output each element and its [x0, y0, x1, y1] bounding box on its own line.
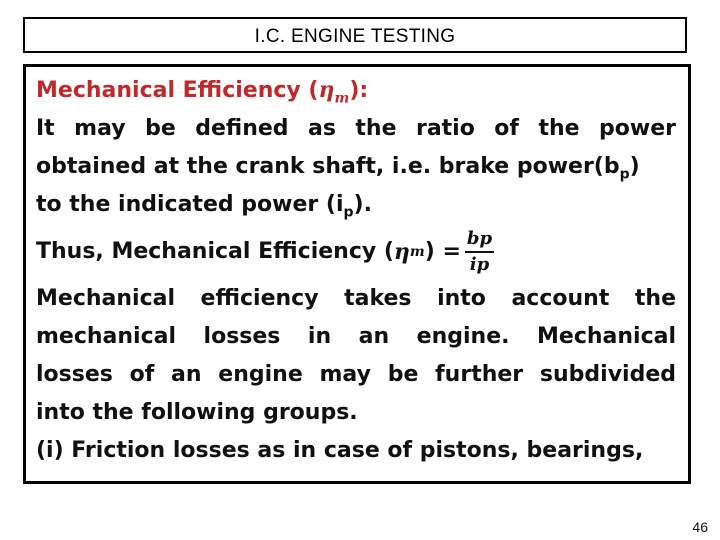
bp-subscript: p — [619, 166, 630, 183]
losses-line-2: mechanical losses in an engine. Mechanical — [36, 324, 676, 349]
fraction-numerator: bp — [465, 228, 494, 253]
formula-prefix: Thus, Mechanical Efficiency ( — [36, 239, 394, 264]
formula-suffix: ) = — [424, 239, 461, 264]
ip-subscript: p — [343, 204, 354, 221]
list-item-friction: (i) Friction losses as in case of pistons, bearings, — [36, 438, 644, 463]
heading-suffix: ): — [349, 78, 369, 103]
fraction-denominator: ip — [469, 254, 490, 275]
section-heading — [36, 71, 676, 110]
formula-fraction — [465, 228, 494, 276]
title-box — [23, 17, 687, 53]
definition-line-1: It may be defined as the ratio of the power — [36, 116, 676, 141]
losses-line-4: into the following groups. — [36, 400, 358, 425]
content-box — [23, 64, 691, 484]
definition-line-2-text: obtained at the crank shaft, i.e. brake power(b — [36, 154, 620, 179]
losses-line-3: losses of an engine may be further subdivided — [36, 362, 676, 387]
page-number: 46 — [692, 519, 708, 535]
losses-line-1: Mechanical efficiency takes into account the — [36, 286, 676, 311]
eta-subscript: m — [334, 90, 350, 107]
definition-line-3 — [36, 186, 676, 224]
heading-prefix: Mechanical Efficiency ( — [36, 78, 319, 103]
slide-title: I.C. ENGINE TESTING — [254, 25, 456, 47]
formula-eta-symbol: η — [393, 239, 410, 265]
slide-body — [36, 71, 676, 470]
formula-line: Thus, Mechanical Efficiency ( η m ) = $\frac{bp}{ip}$ — [36, 228, 493, 275]
definition-line-3-suffix: ). — [353, 192, 372, 217]
definition-line-2 — [36, 148, 676, 186]
definition-line-3-text: to the indicated power (i — [36, 192, 344, 217]
definition-line-2-suffix: ) — [629, 154, 640, 179]
eta-symbol: η — [318, 77, 335, 103]
